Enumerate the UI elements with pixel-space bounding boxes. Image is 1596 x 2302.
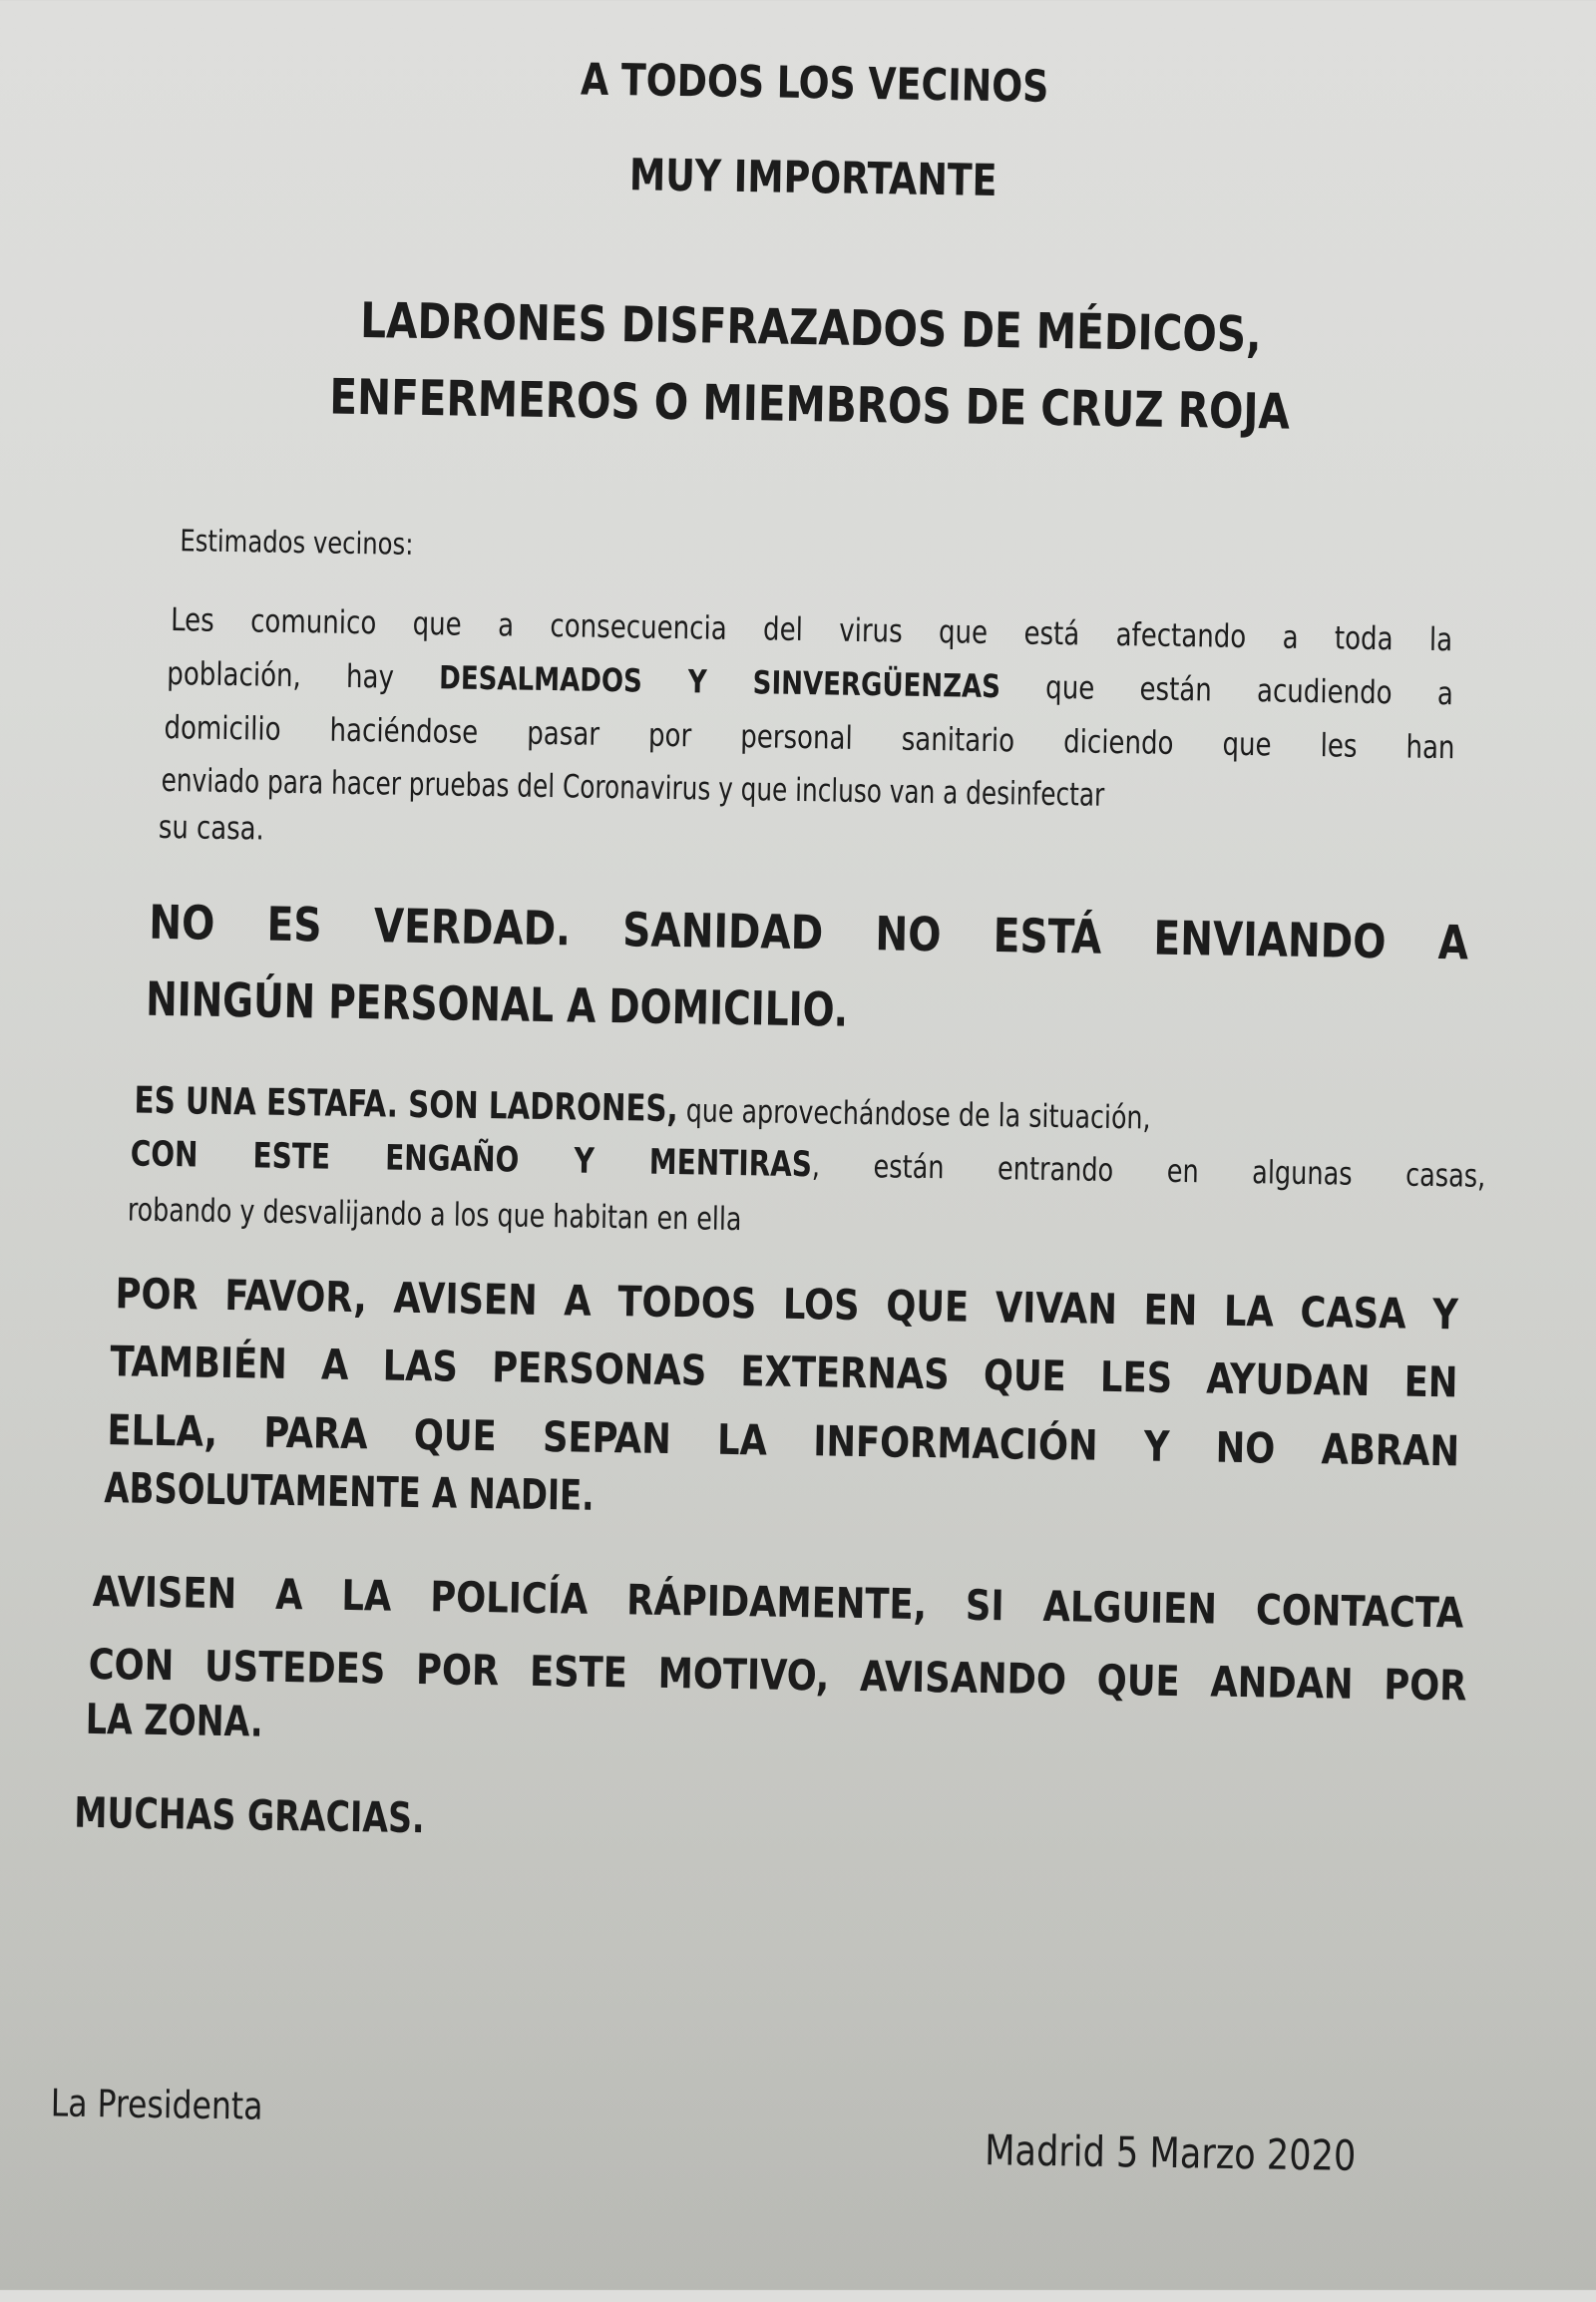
scam-line-3: robando y desvalijando a los que habitan en ella	[127, 1190, 742, 1239]
intro-line-5: su casa.	[158, 807, 265, 848]
warning-line-2: NINGÚN PERSONAL A DOMICILIO.	[145, 971, 849, 1038]
scam-line-1	[134, 1079, 1151, 1138]
greeting: Estimados vecinos:	[180, 524, 414, 563]
title-line-2: ENFERMEROS O MIEMBROS DE CRUZ ROJA	[328, 368, 1291, 441]
intro-line-3: domicilio haciéndose pasar por personal sanitario diciendo que les han	[164, 707, 1455, 767]
header-line-1: A TODOS LOS VECINOS	[580, 54, 1049, 113]
police-line-1: AVISEN A LA POLICÍA RÁPIDAMENTE, SI ALGUIEN CONTACTA	[92, 1566, 1464, 1638]
scam-line-2-post: , están entrando en algunas casas,	[811, 1146, 1486, 1195]
intro-line-1: Les comunico que a consecuencia del virus que está afectando a toda la	[170, 600, 1453, 659]
please-line-3: ELLA, PARA QUE SEPAN LA INFORMACIÓN Y NO ABRAN	[107, 1405, 1460, 1476]
title-line-1: LADRONES DISFRAZADOS DE MÉDICOS,	[359, 292, 1262, 364]
please-line-4: ABSOLUTAMENTE A NADIE.	[104, 1463, 595, 1520]
police-line-3: LA ZONA.	[85, 1694, 263, 1746]
intro-line-2-bold: DESALMADOS Y SINVERGÜENZAS	[438, 658, 1001, 706]
police-line-2: CON USTEDES POR ESTE MOTIVO, AVISANDO QUE ANDAN POR	[88, 1639, 1467, 1711]
place-date: Madrid 5 Marzo 2020	[984, 2125, 1357, 2180]
intro-line-2-pre: población, hay	[167, 654, 395, 696]
intro-line-4: enviado para hacer pruebas del Coronavirus y que incluso van a desinfectar	[161, 760, 1105, 814]
scam-line-1-bold: ES UNA ESTAFA. SON LADRONES,	[134, 1078, 679, 1131]
scam-line-1-post: que aprovechándose de la situación,	[685, 1091, 1151, 1137]
please-line-1: POR FAVOR, AVISEN A TODOS LOS QUE VIVAN EN LA CASA Y	[115, 1269, 1459, 1340]
please-line-2: TAMBIÉN A LAS PERSONAS EXTERNAS QUE LES AYUDAN EN	[110, 1337, 1458, 1407]
intro-line-2-post: que están acudiendo a	[1044, 667, 1454, 713]
signature: La Presidenta	[50, 2081, 263, 2128]
intro-line-2	[167, 654, 1453, 712]
scam-line-2	[130, 1134, 1485, 1195]
warning-line-1: NO ES VERDAD. SANIDAD NO ESTÁ ENVIANDO A	[148, 895, 1469, 971]
thanks: MUCHAS GRACIAS.	[74, 1787, 426, 1843]
header-line-2: MUY IMPORTANTE	[628, 150, 998, 207]
scam-line-2-bold: CON ESTE ENGAÑO Y MENTIRAS	[130, 1134, 813, 1186]
